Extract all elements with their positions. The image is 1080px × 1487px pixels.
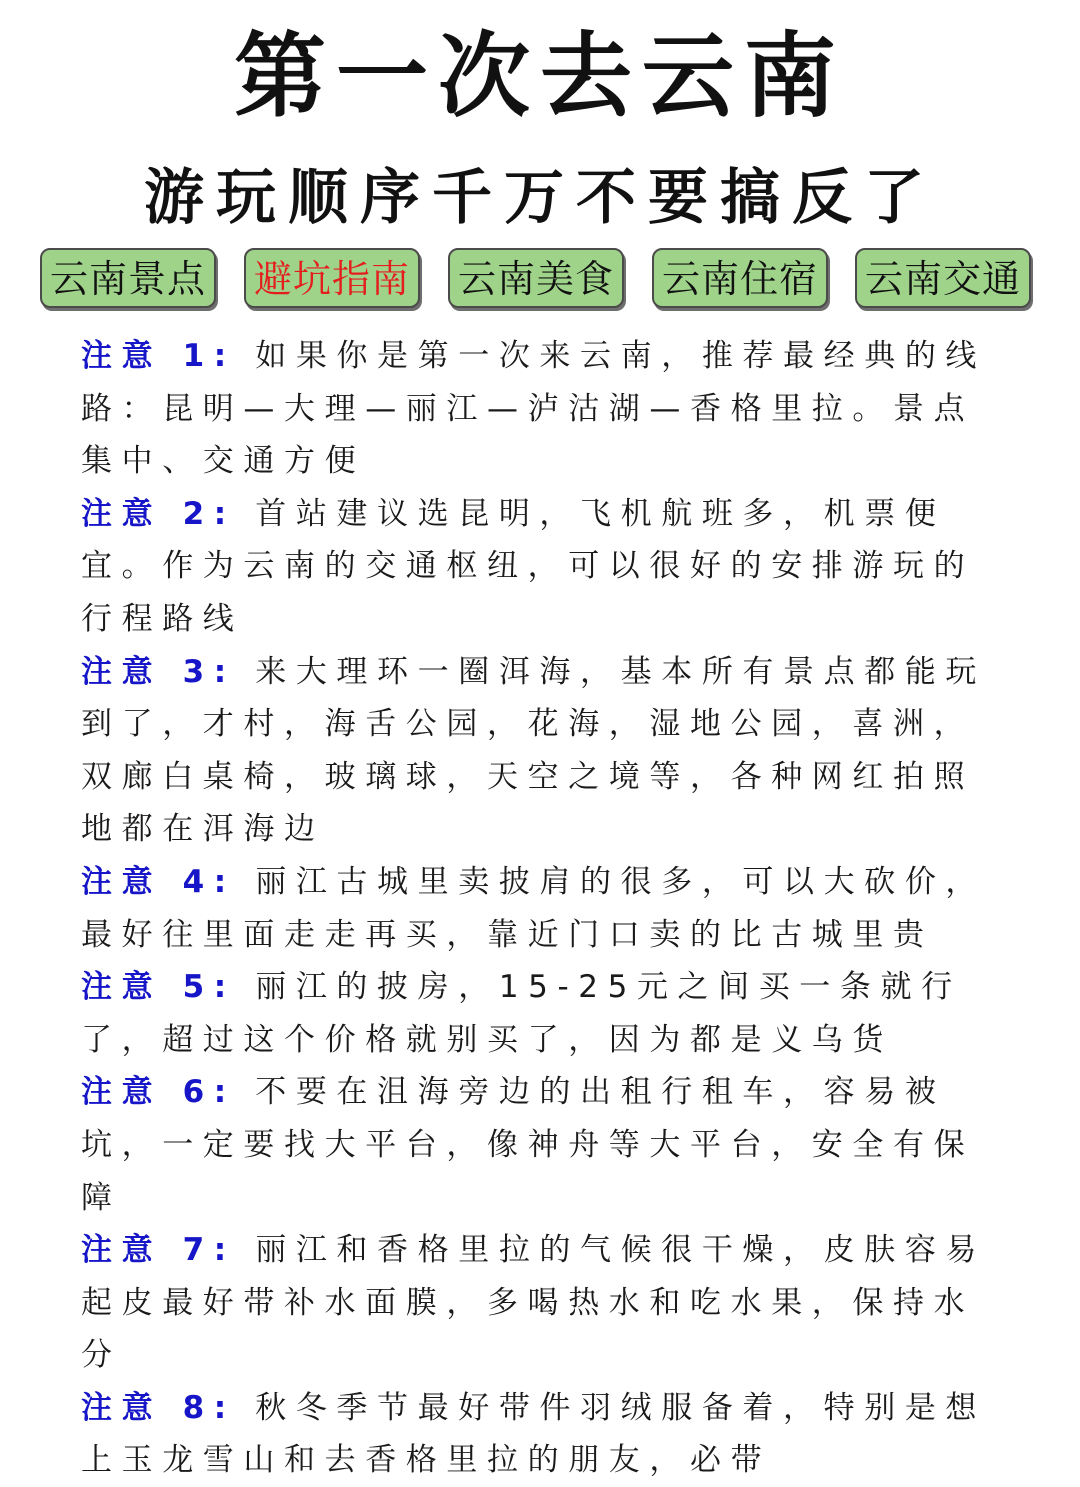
note-text: 丽江的披房，15-25元之间买一条就行了，超过这个价格就别买了，因为都是义乌货 — [81, 969, 962, 1058]
note-label: 注意 2: — [81, 495, 236, 532]
note-label: 注意 3: — [81, 653, 236, 690]
tag-accommodation[interactable]: 云南住宿 — [652, 248, 828, 308]
tag-scenic-spots[interactable]: 云南景点 — [40, 248, 216, 308]
note-text: 不要在沮海旁边的出租行租车，容易被坑，一定要找大平台，像神舟等大平台，安全有保障 — [81, 1074, 975, 1216]
note-label: 注意 7: — [81, 1232, 236, 1269]
note-6 — [81, 1066, 1001, 1224]
note-text: 如果你是第一次来云南，推荐最经典的线路：昆明—大理—丽江—泸沽湖—香格里拉。景点集中、交通方便 — [81, 338, 987, 480]
note-8 — [81, 1382, 1001, 1487]
tag-food[interactable]: 云南美食 — [448, 248, 624, 308]
note-7 — [81, 1224, 1001, 1382]
note-text: 丽江和香格里拉的气候很干燥，皮肤容易起皮最好带补水面膜，多喝热水和吃水果，保持水分 — [81, 1232, 987, 1374]
note-text: 来大理环一圈洱海，基本所有景点都能玩到了，才村，海舌公园，花海，湿地公园，喜洲，双廊白桌椅，玻璃球，天空之境等，各种网红拍照地都在洱海边 — [81, 653, 987, 848]
note-text: 首站建议选昆明，飞机航班多，机票便宜。作为云南的交通枢纽，可以很好的安排游玩的行程路线 — [81, 495, 975, 637]
note-label: 注意 4: — [81, 863, 236, 900]
page-subtitle: 游玩顺序千万不要搞反了 — [144, 163, 936, 233]
note-label: 注意 5: — [81, 969, 236, 1006]
note-label: 注意 1: — [81, 338, 236, 374]
note-label: 注意 8: — [81, 1389, 236, 1426]
note-text: 丽江古城里卖披肩的很多，可以大砍价，最好往里面走走再买，靠近门口卖的比古城里贵 — [81, 863, 987, 953]
note-4 — [81, 856, 1001, 961]
tag-pitfall-guide[interactable]: 避坑指南 — [244, 248, 420, 308]
page-title: 第一次去云南 — [233, 23, 846, 130]
tag-transport[interactable]: 云南交通 — [855, 248, 1031, 308]
note-1 — [81, 330, 1001, 488]
note-label: 注意 6: — [81, 1074, 236, 1111]
note-3 — [81, 646, 1001, 856]
note-2 — [81, 488, 1001, 646]
tag-row — [40, 248, 1035, 314]
note-text: 秋冬季节最好带件羽绒服备着，特别是想上玉龙雪山和去香格里拉的朋友，必带 — [81, 1389, 987, 1479]
notes-list — [81, 330, 1001, 1487]
note-5 — [81, 961, 1001, 1066]
